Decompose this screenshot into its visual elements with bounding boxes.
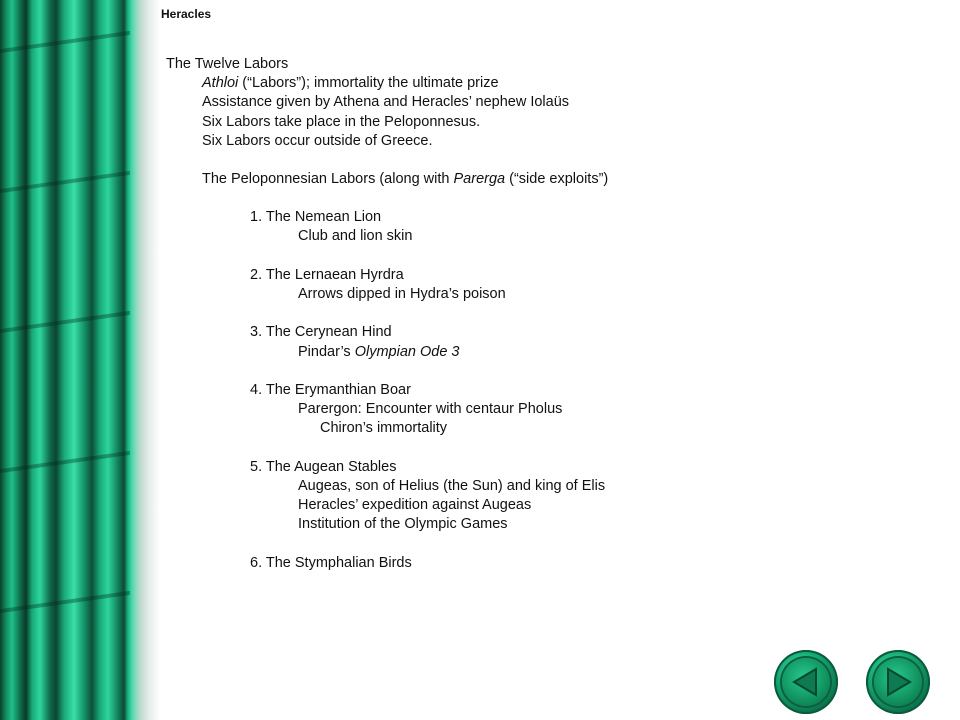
labor-2-detail: Arrows dipped in Hydra’s poison [298, 286, 506, 302]
athloi-line [202, 73, 499, 93]
labor-5-detail-3: Institution of the Olympic Games [298, 516, 508, 532]
pelop-suffix: (“side exploits”) [505, 171, 609, 187]
labor-1-detail: Club and lion skin [298, 228, 413, 244]
slide-heading: The Twelve Labors [166, 56, 289, 72]
labor-2: 2. The Lernaean Hyrdra [250, 267, 404, 283]
peloponnesian-line [202, 169, 608, 189]
labor-3: 3. The Cerynean Hind [250, 324, 392, 340]
assistance-line: Assistance given by Athena and Heracles’ nephew Iolaüs [202, 94, 570, 110]
labor-5-detail-1: Augeas, son of Helius (the Sun) and king of Elis [298, 478, 606, 494]
labor-4: 4. The Erymanthian Boar [250, 382, 411, 398]
slide-header: Heracles [161, 7, 212, 21]
athloi-rest: (“Labors”); immortality the ultimate prize [238, 75, 499, 91]
six-inside-line: Six Labors take place in the Peloponnesus. [202, 114, 481, 130]
six-outside-line: Six Labors occur outside of Greece. [202, 133, 433, 149]
pelop-prefix: The Peloponnesian Labors (along with [202, 171, 454, 187]
labor-1: 1. The Nemean Lion [250, 209, 382, 225]
triangle-right-icon [866, 650, 930, 714]
previous-slide-button[interactable] [774, 650, 838, 714]
decorative-sidebar [0, 0, 160, 720]
next-slide-button[interactable] [866, 650, 930, 714]
labor-3-detail-italic: Olympian Ode 3 [354, 344, 460, 360]
labor-6: 6. The Stymphalian Birds [250, 555, 412, 571]
pelop-italic: Parerga [453, 171, 506, 187]
labor-5: 5. The Augean Stables [250, 459, 397, 475]
labor-5-detail-2: Heracles’ expedition against Augeas [298, 497, 532, 513]
labor-3-detail-prefix: Pindar’s [298, 344, 355, 360]
labor-3-detail [298, 342, 459, 362]
triangle-left-icon [774, 650, 838, 714]
labor-4-subdetail: Chiron’s immortality [320, 420, 448, 436]
athloi-italic: Athloi [202, 75, 239, 91]
labor-4-detail: Parergon: Encounter with centaur Pholus [298, 401, 563, 417]
